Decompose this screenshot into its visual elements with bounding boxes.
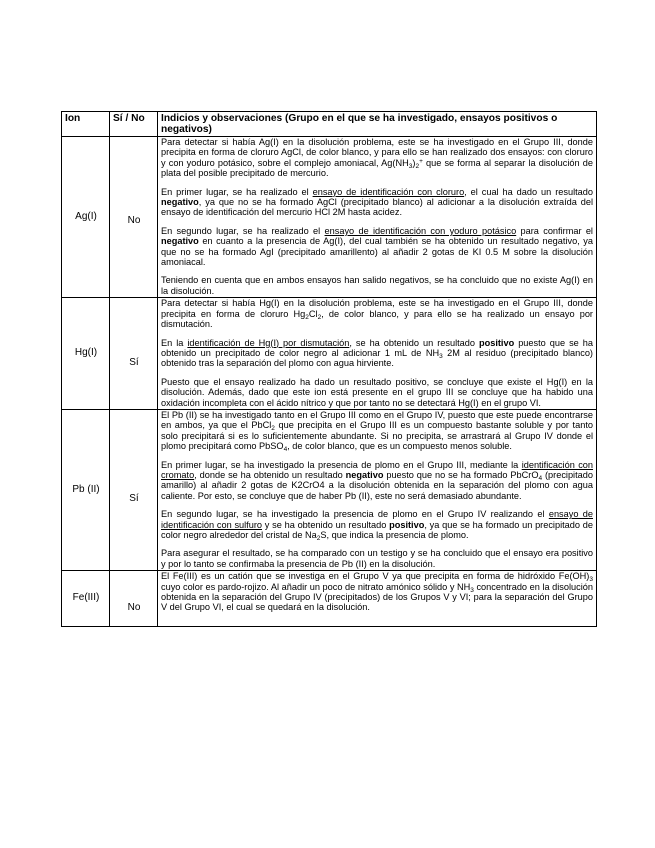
paragraph: En segundo lugar, se ha realizado el ensayo de identificación con yoduro potásico para confirmar el negativo en cuanto a la presencia de Ag(I), del cual también se ha obtenido un resultado negativo, ya que no se ha formado AgI (precipitado amarillento) al añadir 2 gotas de KI 0.5 M sobre la disolución amoniacal. [161, 225, 593, 268]
table-row [62, 137, 597, 298]
paragraph: Para detectar si había Ag(I) en la disolución problema, este se ha investigado en el Grupo III, donde precipita en forma de cloruro AgCl, de color blanco, y para ello se han realizado dos ensayos: con cloruro y con yoduro potásico, sobre el complejo amoniacal, $Ag(NH_3)_2^+$ que se forma al separar la disolución de plata del posible precipitado de mercurio. [161, 137, 593, 179]
result-cell: Sí [110, 409, 158, 570]
observations-cell [158, 409, 597, 570]
header-ion: Ion [62, 112, 110, 137]
paragraph: En segundo lugar, se ha investigado la presencia de plomo en el Grupo IV realizando el ensayo de identificación con sulfuro y se ha obtenido un resultado positivo, ya que se ha formado un precipitado de color negro alrededor del cristal de $Na_2S$, que indica la presencia de plomo. [161, 509, 593, 542]
observations-cell [158, 137, 597, 298]
result-cell: Sí [110, 298, 158, 410]
result-cell: No [110, 137, 158, 298]
result-cell: No [110, 571, 158, 627]
paragraph: El Pb (II) se ha investigado tanto en el Grupo III como en el Grupo IV, puesto que este puede encontrarse en ambos, ya que el PbCl$_2$ que precipita en el Grupo III es un compuesto bastante soluble y por tanto solo precipitará si es lo suficientemente abundante. Si no precipita, se arrastrará al Grupo IV donde el plomo precipitará como PbSO$_4$, de color blanco, que es un compuesto menos soluble. [161, 409, 593, 454]
ion-cell: Fe(III) [62, 571, 110, 627]
table-row [62, 409, 597, 570]
paragraph: En primer lugar, se ha investigado la presencia de plomo en el Grupo III, mediante la identificación con cromato, donde se ha obtenido un resultado negativo puesto que no se ha formado PbCrO$_4$ (precipitado amarillo) al añadir 2 gotas de K2CrO4 a la disolución obtenida en la separación del plomo con agua caliente. Por esto, se concluye que de haber Pb (II), este no será demasiado abundante. [161, 459, 594, 501]
header-row [62, 112, 597, 137]
table-row [62, 571, 597, 627]
ion-cell: Ag(I) [62, 137, 110, 298]
table-row [62, 298, 597, 410]
ion-cell: Hg(I) [62, 298, 110, 410]
paragraph: Teniendo en cuenta que en ambos ensayos han salido negativos, se ha concluido que no existe Ag(I) en la disolución. [161, 275, 593, 296]
ion-cell: Pb (II) [62, 409, 110, 570]
header-indicios: Indicios y observaciones (Grupo en el que se ha investigado, ensayos positivos o negativos) [158, 112, 597, 137]
paragraph: Para detectar si había Hg(I) en la disolución problema, este se ha investigado en el Grupo III, donde precipita en forma de cloruro $Hg_2Cl_2$, de color blanco, y para ello se ha realizado un ensayo por dismutación. [161, 298, 593, 330]
paragraph: En la identificación de Hg(I) por dismutación, se ha obtenido un resultado positivo puesto que se ha obtenido un precipitado de color negro al adicionar 1 mL de $NH_3$ 2M al residuo (precipitado blanco) obtenido tras la separación del plomo con agua hirviente. [161, 337, 593, 369]
paragraph: Puesto que el ensayo realizado ha dado un resultado positivo, se concluye que existe el Hg(I) en la disolución. Además, dado que este ion está presente en el grupo III se concluye que ha habido una oxidación incompleta con el ácido nítrico y que por tanto no se detectará Hg(I) en el grupo VI. [161, 376, 593, 408]
paragraph: En primer lugar, se ha realizado el ensayo de identificación con cloruro, el cual ha dado un resultado negativo, ya que no se ha formado AgCl (precipitado blanco) al adicionar a la disolución extraída del ensayo de identificación del mercurio HCl 2M hasta acidez. [161, 186, 593, 218]
header-si-no: Sí / No [110, 112, 158, 137]
results-table [61, 111, 597, 627]
paragraph: Para asegurar el resultado, se ha comparado con un testigo y se ha concluido que el ensayo era positivo y por lo tanto se confirmaba la presencia de Pb (II) en la disolución. [161, 548, 593, 569]
paragraph: El Fe(III) es un catión que se investiga en el Grupo V ya que precipita en forma de hidróxido $Fe(OH)_3$ cuyo color es pardo-rojizo. Al añadir un poco de nitrato amónico sólido y $NH_3$ concentrado en la disolución obtenida en la separación del Grupo IV (precipitados) de los Grupos V y VI; para la separación del Grupo V del Grupo VI, el cual se quedará en la disolución. [161, 571, 593, 613]
observations-cell [158, 571, 597, 627]
observations-cell [158, 298, 597, 410]
